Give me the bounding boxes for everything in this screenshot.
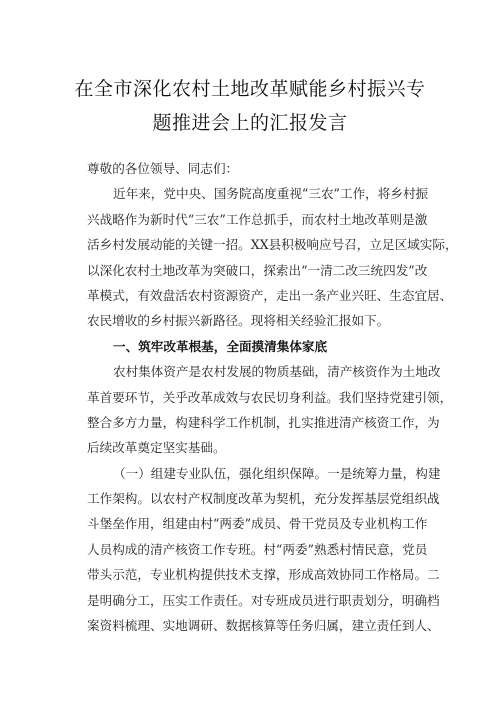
paragraph-1-line: 农民增收的乡村振兴新路径。现将相关经验汇报如下。	[87, 313, 390, 329]
document-title-line-2: 题推进会上的汇报发言	[152, 112, 348, 134]
greeting: 尊敬的各位领导、同志们：	[87, 161, 239, 176]
document-body	[87, 156, 458, 638]
paragraph-3-line: 带头示范，专业机构提供技术支撑，形成高效协同工作格局。二	[87, 567, 440, 583]
paragraph-3-line: 是明确分工，压实工作责任。对专班成员进行职责划分，明确档	[87, 592, 440, 608]
paragraph-1-line: 活乡村发展动能的关键一招。XX县积极响应号召，立足区域实际，	[87, 237, 458, 253]
paragraph-3-line: 人员构成的清产核资工作专班。村“两委”熟悉村情民意，党员	[87, 541, 428, 557]
paragraph-1-line: 以深化农村土地改革为突破口，探索出“一清二改三统四发”改	[87, 262, 428, 278]
document-title-line-1: 在全市深化农村土地改革赋能乡村振兴专	[74, 78, 426, 100]
paragraph-3-line: 案资料梳理、实地调研、数据核算等任务归属，建立责任到人、	[87, 618, 440, 634]
paragraph-2-line: 后续改革奠定坚实基础。	[87, 440, 226, 456]
section-heading-1: 一、筑牢改革根基，全面摸清集体家底	[113, 338, 328, 354]
paragraph-3-line: （一）组建专业队伍，强化组织保障。一是统筹力量，构建	[113, 465, 441, 481]
paragraph-2-line: 农村集体资产是农村发展的物质基础，清产核资作为土地改	[113, 364, 441, 380]
paragraph-1-line: 近年来，党中央、国务院高度重视“三农”工作，将乡村振	[113, 186, 429, 202]
paragraph-2-line: 整合多方力量，构建科学工作机制，扎实推进清产核资工作，为	[87, 414, 440, 430]
paragraph-1-line: 兴战略作为新时代“三农”工作总抓手，而农村土地改革则是激	[87, 211, 428, 227]
paragraph-1-line: 革模式，有效盘活农村资源资产，走出一条产业兴旺、生态宜居、	[87, 287, 453, 303]
paragraph-3-line: 斗堡垒作用，组建由村“两委”成员、骨干党员及专业机构工作	[87, 516, 428, 532]
paragraph-3-line: 工作架构。以农村产权制度改革为契机，充分发挥基层党组织战	[87, 491, 440, 507]
paragraph-2-line: 革首要环节，关乎改革成效与农民切身利益。我们坚持党建引领，	[87, 389, 453, 405]
